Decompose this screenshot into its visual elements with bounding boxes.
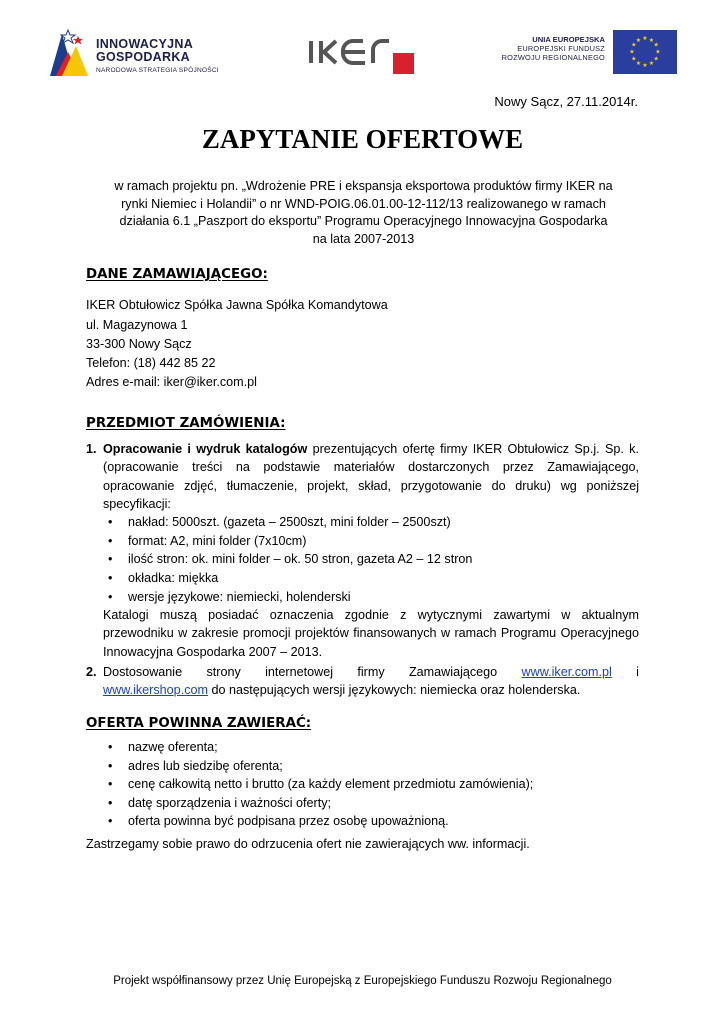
ikershop-website-link[interactable]: www.ikershop.com (103, 683, 208, 698)
list-item: • adres lub siedzibę oferenta; (103, 757, 643, 776)
item-1-spec-list (103, 513, 639, 606)
bullet-icon: • (108, 570, 113, 585)
bullet-icon: • (108, 533, 113, 548)
eu-logo-line1: UNIA EUROPEJSKA (532, 35, 605, 44)
svg-text:★: ★ (635, 36, 642, 44)
bullet-icon: • (108, 777, 113, 792)
svg-text:★: ★ (655, 48, 661, 56)
svg-text:★: ★ (653, 55, 659, 63)
bullet-icon: • (108, 740, 113, 754)
oferta-note: Zastrzegamy sobie prawo do odrzucenia ofert nie zawierających ww. informacji. (86, 837, 530, 851)
ig-logo-line1: INNOWACYJNA (96, 37, 194, 51)
list-item: • datę sporządzenia i ważności oferty; (103, 794, 643, 813)
zamawiajacy-line: Telefon: (18) 442 85 22 (86, 356, 216, 370)
list-item: • format: A2, mini folder (7x10cm) (103, 532, 639, 551)
list-item: • oferta powinna być podpisana przez osobę upoważnioną. (103, 812, 643, 831)
innowacyjna-gospodarka-logo (48, 26, 238, 82)
list-item: • wersje językowe: niemiecki, holenderski (103, 588, 639, 607)
item-number: 2. (86, 665, 97, 679)
section-heading-zamawiajacy: DANE ZAMAWIAJĄCEGO: (86, 267, 268, 282)
page-header (0, 0, 725, 90)
item-1-text: prezentujących ofertę firmy IKER Obtułowicz Sp.j. Sp. k. (opracowanie treści na podstawie materiałów dostarczonych przez Zamawiającego, opracowanie zdjęć, tłumaczenie, projekt, skład, przygotowanie do druku) wg poniższej specyfikacji: (103, 442, 639, 511)
intro-line: działania 6.1 „Paszport do eksportu” Programu Operacyjnego Innowacyjna Gospodarka (119, 214, 608, 228)
bullet-icon: • (108, 758, 113, 773)
zamawiajacy-line: IKER Obtułowicz Spółka Jawna Spółka Komandytowa (86, 298, 388, 312)
eu-logo (493, 30, 677, 76)
ig-logo-line3: NARODOWA STRATEGIA SPÓJNOŚCI (96, 67, 219, 74)
item-2-first-line: Dostosowanie strony internetowej firmy Zamawiającego www.iker.com.pl i (103, 663, 639, 681)
bullet-icon: • (108, 814, 113, 829)
svg-text:★: ★ (642, 35, 648, 42)
item-number: 1. (86, 442, 97, 456)
list-item: • ilość stron: ok. mini folder – ok. 50 stron, gazeta A2 – 12 stron (103, 550, 639, 569)
zamawiajacy-line: ul. Magazynowa 1 (86, 318, 188, 332)
intro-paragraph (86, 178, 641, 248)
section-heading-oferta: OFERTA POWINNA ZAWIERAĆ: (86, 716, 312, 731)
svg-text:★: ★ (648, 60, 655, 68)
bullet-icon: • (108, 552, 113, 567)
section-heading-przedmiot: PRZEDMIOT ZAMÓWIENIA: (86, 416, 286, 431)
svg-text:★: ★ (635, 60, 642, 68)
ig-logo-line2: GOSPODARKA (96, 50, 190, 64)
intro-line: na lata 2007-2013 (312, 231, 415, 246)
intro-line: rynki Niemiec i Holandii” o nr WND-POIG.06.01.00-12-112/13 realizowanego w ramach (121, 196, 606, 211)
item-1-after-text: Katalogi muszą posiadać oznaczenia zgodnie z wytycznymi zawartymi w aktualnym przewodniku w zakresie promocji projektów finansowanych w ramach Programu Operacyjnego Innowacyjna Gospodarka 2007 – 2013. (103, 608, 639, 659)
zamawiajacy-email: Adres e-mail: iker@iker.com.pl (86, 375, 257, 389)
item-2-second-line: www.ikershop.com do następujących wersji językowych: niemiecka oraz holenderska. (103, 683, 581, 698)
eu-flag-icon (613, 30, 677, 74)
list-item: • okładka: miękka (103, 569, 639, 588)
przedmiot-item-1 (86, 440, 639, 661)
document-date: Nowy Sącz, 27.11.2014r. (494, 94, 638, 109)
svg-text:★: ★ (642, 62, 648, 69)
iker-website-link[interactable]: www.iker.com.pl (521, 665, 612, 679)
svg-text:★: ★ (631, 55, 637, 63)
page-title: ZAPYTANIE OFERTOWE (201, 124, 524, 154)
svg-text:★: ★ (653, 41, 659, 49)
item-1-bold-label: Opracowanie i wydruk katalogów (103, 442, 308, 456)
przedmiot-item-2 (86, 663, 639, 700)
bullet-icon: • (108, 515, 113, 530)
oferta-list (103, 738, 643, 831)
intro-line: w ramach projektu pn. „Wdrożenie PRE i ekspansja eksportowa produktów firmy IKER na (114, 179, 613, 193)
eu-logo-line3: ROZWOJU REGIONALNEGO (501, 53, 605, 62)
ig-star-icon (48, 26, 90, 78)
list-item: • cenę całkowitą netto i brutto (za każdy element przedmiotu zamówienia); (103, 775, 643, 794)
list-item: • nakład: 5000szt. (gazeta – 2500szt, mini folder – 2500szt) (103, 513, 639, 532)
svg-text:★: ★ (631, 41, 637, 49)
page-footer: Projekt współfinansowy przez Unię Europejską z Europejskiego Funduszu Rozwoju Regionalnego (113, 975, 612, 987)
eu-logo-line2: EUROPEJSKI FUNDUSZ (517, 44, 605, 53)
bullet-icon: • (108, 589, 113, 604)
list-item: • nazwę oferenta; (103, 738, 643, 757)
bullet-icon: • (108, 795, 113, 810)
iker-logo (307, 32, 419, 78)
svg-text:★: ★ (629, 48, 635, 56)
svg-text:★: ★ (648, 36, 655, 44)
zamawiajacy-line: 33-300 Nowy Sącz (86, 337, 192, 351)
